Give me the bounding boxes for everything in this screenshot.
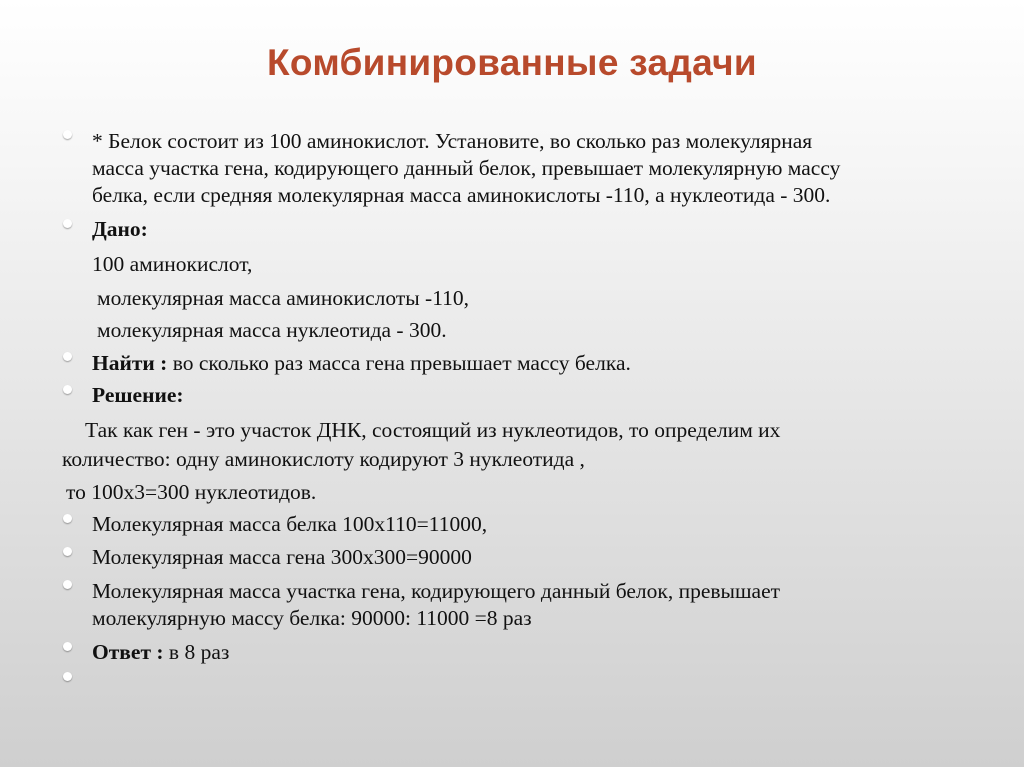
bullet-point xyxy=(63,385,72,394)
bullet-point xyxy=(63,642,72,651)
given-heading xyxy=(92,215,148,243)
problem-line-2: масса участка гена, кодирующего данный белок, превышает молекулярную массу xyxy=(92,156,841,180)
ratio-line-2: молекулярную массу белка: 90000: 11000 =8 раз xyxy=(92,606,532,630)
find-line xyxy=(92,349,631,377)
answer-text: в 8 раз xyxy=(163,640,230,664)
protein-mass-line: Молекулярная масса белка 100х110=11000, xyxy=(92,512,488,536)
find-label: Найти : xyxy=(92,351,168,375)
bullet-point xyxy=(63,352,72,361)
solution-line-1: Так как ген - это участок ДНК, состоящий из нуклеотидов, то определим их xyxy=(85,418,781,442)
bullet-point xyxy=(63,130,72,139)
bullet-point xyxy=(63,547,72,556)
problem-line-1: * Белок состоит из 100 аминокислот. Установите, во сколько раз молекулярная xyxy=(92,129,813,153)
gene-mass-line: Молекулярная масса гена 300х300=90000 xyxy=(92,545,472,569)
find-text: во сколько раз масса гена превышает массу белка. xyxy=(167,351,631,375)
given-item-1: 100 аминокислот, xyxy=(92,252,253,276)
given-label: Дано: xyxy=(92,217,148,241)
solution-line-2: количество: одну аминокислоту кодируют 3 нуклеотида , xyxy=(62,447,585,471)
solution-heading xyxy=(92,381,184,409)
bullet-point-empty xyxy=(63,672,72,681)
bullet-point xyxy=(63,514,72,523)
ratio-line-1: Молекулярная масса участка гена, кодирующего данный белок, превышает xyxy=(92,579,781,603)
solution-line-3: то 100х3=300 нуклеотидов. xyxy=(66,480,317,504)
given-item-2: молекулярная масса аминокислоты -110, xyxy=(97,286,470,310)
problem-line-3: белка, если средняя молекулярная масса аминокислоты -110, а нуклеотида - 300. xyxy=(92,183,831,207)
bullet-point xyxy=(63,580,72,589)
slide-title: Комбинированные задачи xyxy=(267,42,757,83)
bullet-point xyxy=(63,219,72,228)
given-item-3: молекулярная масса нуклеотида - 300. xyxy=(97,318,447,342)
answer-line xyxy=(92,638,229,666)
solution-label: Решение: xyxy=(92,383,184,407)
answer-label: Ответ : xyxy=(92,640,164,664)
